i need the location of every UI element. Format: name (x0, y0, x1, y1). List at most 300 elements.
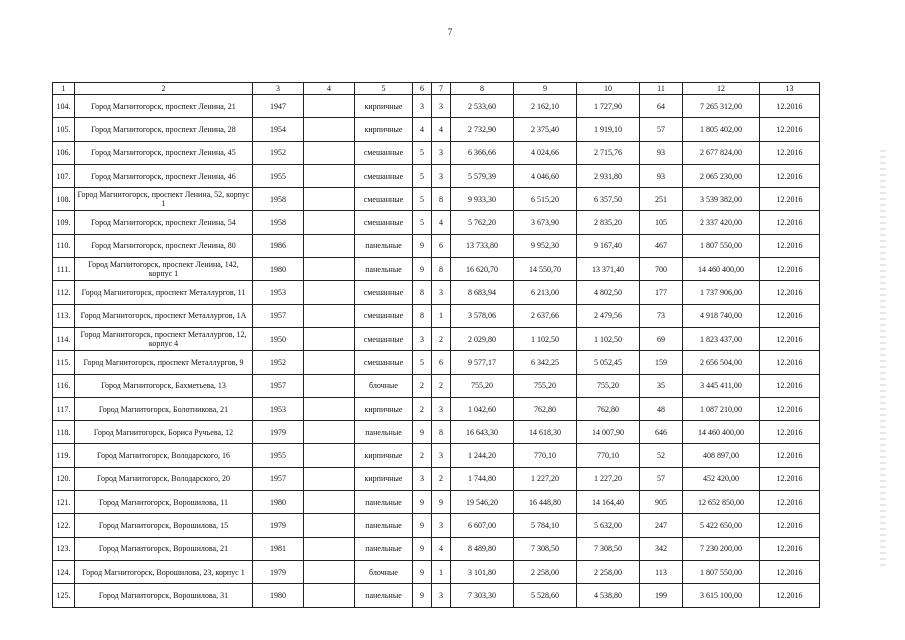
table-cell: 3 101,80 (451, 560, 514, 583)
table-cell: 122. (53, 514, 75, 537)
table-cell: 646 (640, 421, 683, 444)
table-cell (304, 397, 355, 420)
table-cell: 4 (432, 537, 451, 560)
table-cell: 1950 (253, 327, 304, 350)
header-cell: 4 (304, 83, 355, 95)
table-cell (304, 421, 355, 444)
table-cell: 3 (432, 514, 451, 537)
table-cell: 113 (640, 560, 683, 583)
table-cell: 1 227,20 (514, 467, 577, 490)
table-cell: 112. (53, 281, 75, 304)
table-row (53, 164, 820, 187)
table-body (53, 83, 820, 608)
table-cell: 247 (640, 514, 683, 537)
table-cell: кирпичные (355, 118, 413, 141)
table-cell: 1 744,80 (451, 467, 514, 490)
table-cell (304, 584, 355, 607)
table-cell: 5 (413, 141, 432, 164)
table-cell: Город Магнитогорск, проспект Металлургов, 9 (75, 351, 253, 374)
table-cell: 104. (53, 95, 75, 118)
header-cell: 9 (514, 83, 577, 95)
table-cell: 6 357,50 (577, 188, 640, 211)
table-cell: 467 (640, 234, 683, 257)
table-row (53, 584, 820, 607)
table-row (53, 327, 820, 350)
table-row (53, 491, 820, 514)
table-cell: Город Магнитогорск, Бахметьева, 13 (75, 374, 253, 397)
table-row (53, 258, 820, 281)
table-cell: 2 715,76 (577, 141, 640, 164)
table-cell: 3 615 100,00 (683, 584, 760, 607)
table-cell: Город Магнитогорск, проспект Ленина, 21 (75, 95, 253, 118)
table-cell: панельные (355, 234, 413, 257)
table-cell: 12.2016 (760, 327, 820, 350)
table-row (53, 351, 820, 374)
table-cell: 3 673,90 (514, 211, 577, 234)
table-cell: 1980 (253, 584, 304, 607)
table-cell: 8 (413, 281, 432, 304)
table-cell: 1954 (253, 118, 304, 141)
table-cell (304, 234, 355, 257)
table-cell (304, 444, 355, 467)
table-cell: 5 052,45 (577, 351, 640, 374)
table-cell: Город Магнитогорск, проспект Ленина, 28 (75, 118, 253, 141)
header-cell: 6 (413, 83, 432, 95)
table-cell: 5 (413, 188, 432, 211)
table-cell: 12 652 850,00 (683, 491, 760, 514)
table-cell: 120. (53, 467, 75, 490)
table-cell: 118. (53, 421, 75, 444)
table-cell: 1986 (253, 234, 304, 257)
table-cell: 5 762,20 (451, 211, 514, 234)
table-cell: 12.2016 (760, 351, 820, 374)
table-cell: 14 460 400,00 (683, 421, 760, 444)
table-cell: 6 515,20 (514, 188, 577, 211)
table-cell: 13 371,40 (577, 258, 640, 281)
table-cell: 69 (640, 327, 683, 350)
table-cell: 9 933,30 (451, 188, 514, 211)
table-cell: 2 337 420,00 (683, 211, 760, 234)
table-cell: 114. (53, 327, 75, 350)
table-cell: 1979 (253, 560, 304, 583)
table-cell: 1 807 550,00 (683, 234, 760, 257)
table-cell: 9 (413, 491, 432, 514)
table-cell: кирпичные (355, 95, 413, 118)
table-cell: 3 (432, 164, 451, 187)
table-cell: 107. (53, 164, 75, 187)
table-cell: 1 919,10 (577, 118, 640, 141)
table-cell: 5 579,39 (451, 164, 514, 187)
table-cell: 106. (53, 141, 75, 164)
table-row (53, 514, 820, 537)
table-cell: 2 258,00 (577, 560, 640, 583)
table-cell: 6 (432, 234, 451, 257)
table-cell: Город Магнитогорск, проспект Ленина, 80 (75, 234, 253, 257)
table-cell: 1 823 437,00 (683, 327, 760, 350)
table-cell: 3 (432, 397, 451, 420)
table-cell: 57 (640, 118, 683, 141)
table-cell: 1 807 550,00 (683, 560, 760, 583)
table-cell: кирпичные (355, 397, 413, 420)
table-cell: 2 637,66 (514, 304, 577, 327)
table-cell: 755,20 (451, 374, 514, 397)
table-cell: 4 918 740,00 (683, 304, 760, 327)
table-cell: 1957 (253, 467, 304, 490)
table-cell: 121. (53, 491, 75, 514)
table-cell: 4 046,60 (514, 164, 577, 187)
table-cell: 5 (413, 211, 432, 234)
table-cell: 9 577,17 (451, 351, 514, 374)
table-row (53, 397, 820, 420)
table-cell: 12.2016 (760, 491, 820, 514)
table-cell: 12.2016 (760, 95, 820, 118)
table-cell: 8 (432, 188, 451, 211)
table-cell: 9 (432, 491, 451, 514)
table-cell: 1952 (253, 351, 304, 374)
table-cell: 1979 (253, 421, 304, 444)
housing-register-table (52, 82, 820, 608)
table-cell: Город Магнитогорск, проспект Металлургов, 12, корпус 4 (75, 327, 253, 350)
header-cell: 11 (640, 83, 683, 95)
table-cell: 12.2016 (760, 514, 820, 537)
table-cell (304, 188, 355, 211)
table-cell: 4 538,80 (577, 584, 640, 607)
table-cell: 93 (640, 141, 683, 164)
table-cell (304, 374, 355, 397)
table-cell: 109. (53, 211, 75, 234)
table-cell: 7 303,30 (451, 584, 514, 607)
table-cell: 117. (53, 397, 75, 420)
table-cell: 1952 (253, 141, 304, 164)
table-row (53, 118, 820, 141)
table-cell: 14 460 400,00 (683, 258, 760, 281)
table-cell (304, 211, 355, 234)
table-cell: 4 (432, 118, 451, 141)
table-cell: смешанные (355, 351, 413, 374)
table-row (53, 467, 820, 490)
table-cell: смешанные (355, 304, 413, 327)
table-cell: 14 164,40 (577, 491, 640, 514)
table-cell: 12.2016 (760, 188, 820, 211)
table-cell: 115. (53, 351, 75, 374)
table-cell (304, 327, 355, 350)
table-cell: 342 (640, 537, 683, 560)
table-cell (304, 491, 355, 514)
table-cell: Город Магнитогорск, проспект Ленина, 54 (75, 211, 253, 234)
table-cell: 12.2016 (760, 444, 820, 467)
table-cell: Город Магнитогорск, Ворошилова, 31 (75, 584, 253, 607)
table-cell: 2 065 230,00 (683, 164, 760, 187)
table-cell: 8 489,80 (451, 537, 514, 560)
table-cell: 119. (53, 444, 75, 467)
table-cell: Город Магнитогорск, Ворошилова, 21 (75, 537, 253, 560)
table-cell: 73 (640, 304, 683, 327)
table-cell: Город Магнитогорск, Володарского, 16 (75, 444, 253, 467)
table-cell: 1980 (253, 258, 304, 281)
table-row (53, 211, 820, 234)
table-cell: 3 (413, 95, 432, 118)
table-cell: смешанные (355, 327, 413, 350)
table-cell: блочные (355, 560, 413, 583)
table-cell: 1953 (253, 397, 304, 420)
table-cell: Город Магнитогорск, проспект Ленина, 45 (75, 141, 253, 164)
table-cell: 57 (640, 467, 683, 490)
table-cell: 4 024,66 (514, 141, 577, 164)
table-cell: 2 677 824,00 (683, 141, 760, 164)
table-cell: 2 029,80 (451, 327, 514, 350)
table-cell: панельные (355, 514, 413, 537)
table-cell: 125. (53, 584, 75, 607)
table-cell: 13 733,80 (451, 234, 514, 257)
table-cell: 5 784,10 (514, 514, 577, 537)
table-cell: 14 550,70 (514, 258, 577, 281)
page-number: 7 (447, 27, 453, 37)
table-row (53, 537, 820, 560)
table-cell: 2 835,20 (577, 211, 640, 234)
table-cell: 5 632,00 (577, 514, 640, 537)
table-row (53, 188, 820, 211)
table-cell: 3 (432, 444, 451, 467)
table-cell: 35 (640, 374, 683, 397)
table-cell: смешанные (355, 188, 413, 211)
table-cell: Город Магнитогорск, Бориса Ручьева, 12 (75, 421, 253, 444)
table-cell: 12.2016 (760, 258, 820, 281)
table-cell: 12.2016 (760, 374, 820, 397)
table-cell: панельные (355, 537, 413, 560)
table-cell: 9 (413, 514, 432, 537)
table-cell: 3 445 411,00 (683, 374, 760, 397)
table-cell: 3 539 382,00 (683, 188, 760, 211)
table-cell: 199 (640, 584, 683, 607)
table-cell (304, 164, 355, 187)
table-cell: 12.2016 (760, 141, 820, 164)
table-cell: 1981 (253, 537, 304, 560)
table-cell: 93 (640, 164, 683, 187)
table-cell (304, 537, 355, 560)
table-cell: 3 (413, 327, 432, 350)
table-cell (304, 281, 355, 304)
table-cell: 9 167,40 (577, 234, 640, 257)
table-cell: 124. (53, 560, 75, 583)
table-cell: 1 (432, 304, 451, 327)
table-cell: 14 618,30 (514, 421, 577, 444)
table-cell: Город Магнитогорск, Ворошилова, 11 (75, 491, 253, 514)
table-cell: смешанные (355, 211, 413, 234)
table-row (53, 234, 820, 257)
table-cell: 12.2016 (760, 421, 820, 444)
table-cell: 7 308,50 (514, 537, 577, 560)
table-cell: 905 (640, 491, 683, 514)
table-cell: 1958 (253, 211, 304, 234)
table-cell (304, 141, 355, 164)
table-cell: 108. (53, 188, 75, 211)
table-cell: 1953 (253, 281, 304, 304)
table-cell: 1958 (253, 188, 304, 211)
table-cell: 7 265 312,00 (683, 95, 760, 118)
table-cell: 9 (413, 560, 432, 583)
table-cell: блочные (355, 374, 413, 397)
table-cell: 2 931,80 (577, 164, 640, 187)
table-cell: 2 533,60 (451, 95, 514, 118)
table-cell: 9 952,30 (514, 234, 577, 257)
header-cell: 2 (75, 83, 253, 95)
table-cell: 1947 (253, 95, 304, 118)
table-cell: кирпичные (355, 467, 413, 490)
table-cell: 177 (640, 281, 683, 304)
table-row (53, 95, 820, 118)
table-cell: 12.2016 (760, 164, 820, 187)
table-row (53, 141, 820, 164)
table-cell: 16 448,80 (514, 491, 577, 514)
table-cell: 19 546,20 (451, 491, 514, 514)
table-cell: 3 (432, 95, 451, 118)
table-cell: 9 (413, 258, 432, 281)
table-cell: 16 643,30 (451, 421, 514, 444)
table-cell: смешанные (355, 164, 413, 187)
header-cell: 3 (253, 83, 304, 95)
table-cell (304, 560, 355, 583)
table-cell: Город Магнитогорск, Ворошилова, 23, корпус 1 (75, 560, 253, 583)
table-row (53, 444, 820, 467)
table-cell (304, 514, 355, 537)
table-cell: кирпичные (355, 444, 413, 467)
table-cell: 8 683,94 (451, 281, 514, 304)
table-cell: 2 (432, 327, 451, 350)
table-cell: смешанные (355, 141, 413, 164)
table-cell: 8 (432, 421, 451, 444)
table-cell: Город Магнитогорск, проспект Металлургов, 1А (75, 304, 253, 327)
table-cell: 762,80 (514, 397, 577, 420)
table-cell: 12.2016 (760, 560, 820, 583)
table-cell: 2 (432, 467, 451, 490)
table-cell: 1 087 210,00 (683, 397, 760, 420)
table-cell: 64 (640, 95, 683, 118)
table-cell: 48 (640, 397, 683, 420)
table-cell: 7 308,50 (577, 537, 640, 560)
table-cell: 2 (413, 397, 432, 420)
table-cell: 6 342,25 (514, 351, 577, 374)
table-cell: 1 102,50 (514, 327, 577, 350)
table-cell: 1 737 906,00 (683, 281, 760, 304)
table-cell: 408 897,00 (683, 444, 760, 467)
table-row (53, 421, 820, 444)
table-cell: 12.2016 (760, 281, 820, 304)
table-cell: 12.2016 (760, 234, 820, 257)
header-cell: 8 (451, 83, 514, 95)
table-cell: 1 (432, 560, 451, 583)
table-cell: 1955 (253, 164, 304, 187)
table-cell: 9 (413, 234, 432, 257)
table-cell: Город Магнитогорск, проспект Ленина, 46 (75, 164, 253, 187)
table-cell: 2 258,00 (514, 560, 577, 583)
table-cell: 9 (413, 421, 432, 444)
table-cell: 12.2016 (760, 467, 820, 490)
table-cell: 116. (53, 374, 75, 397)
table-cell: 12.2016 (760, 118, 820, 141)
header-cell: 5 (355, 83, 413, 95)
table-cell: 9 (413, 584, 432, 607)
table-cell: Город Магнитогорск, Володарского, 20 (75, 467, 253, 490)
header-cell: 7 (432, 83, 451, 95)
table-cell: 14 007,90 (577, 421, 640, 444)
table-cell: 1979 (253, 514, 304, 537)
table-cell: 12.2016 (760, 304, 820, 327)
table-cell: 3 (413, 467, 432, 490)
header-cell: 1 (53, 83, 75, 95)
table-cell: 755,20 (514, 374, 577, 397)
table-cell: 1955 (253, 444, 304, 467)
table-cell: 4 802,50 (577, 281, 640, 304)
table-cell: Город Магнитогорск, проспект Металлургов, 11 (75, 281, 253, 304)
table-cell (304, 258, 355, 281)
table-cell: 7 230 200,00 (683, 537, 760, 560)
table-cell: Город Магнитогорск, проспект Ленина, 52, корпус 1 (75, 188, 253, 211)
table-cell: панельные (355, 584, 413, 607)
table-row (53, 560, 820, 583)
table-cell: 8 (432, 258, 451, 281)
table-cell: панельные (355, 491, 413, 514)
table-cell: 5 (413, 164, 432, 187)
table-cell: 700 (640, 258, 683, 281)
table-cell: 1957 (253, 374, 304, 397)
table-cell (304, 467, 355, 490)
table-cell: 755,20 (577, 374, 640, 397)
table-cell: 3 578,06 (451, 304, 514, 327)
table-row (53, 304, 820, 327)
table-cell (304, 95, 355, 118)
table-cell: 4 (413, 118, 432, 141)
table-cell: 2 656 504,00 (683, 351, 760, 374)
table-cell: 12.2016 (760, 397, 820, 420)
table-cell: 2 (413, 444, 432, 467)
table-cell: 105 (640, 211, 683, 234)
table-cell: 9 (413, 537, 432, 560)
table-cell: 770,10 (514, 444, 577, 467)
header-row (53, 83, 820, 95)
table-cell: 12.2016 (760, 211, 820, 234)
table-cell: 12.2016 (760, 537, 820, 560)
table-cell: панельные (355, 258, 413, 281)
table-cell: 1980 (253, 491, 304, 514)
table-cell: 123. (53, 537, 75, 560)
table-cell: Город Магнитогорск, Ворошилова, 15 (75, 514, 253, 537)
table-cell: 12.2016 (760, 584, 820, 607)
table-cell: 111. (53, 258, 75, 281)
table-cell: 3 (432, 141, 451, 164)
table-cell: 5 422 650,00 (683, 514, 760, 537)
table-row (53, 374, 820, 397)
table-cell: смешанные (355, 281, 413, 304)
table-cell: 105. (53, 118, 75, 141)
table-cell: 8 (413, 304, 432, 327)
table-cell: 2 732,90 (451, 118, 514, 141)
table-cell: 113. (53, 304, 75, 327)
table-cell: 3 (432, 281, 451, 304)
table-cell: 1 042,60 (451, 397, 514, 420)
table-cell: 16 620,70 (451, 258, 514, 281)
table-cell: 251 (640, 188, 683, 211)
table-cell: 2 375,40 (514, 118, 577, 141)
table-cell: 770,10 (577, 444, 640, 467)
table-cell: 1957 (253, 304, 304, 327)
table-row (53, 281, 820, 304)
table-cell: 6 366,66 (451, 141, 514, 164)
table-cell (304, 118, 355, 141)
table-cell: 2 479,56 (577, 304, 640, 327)
margin-scan-mark (880, 150, 886, 570)
header-cell: 10 (577, 83, 640, 95)
header-cell: 13 (760, 83, 820, 95)
